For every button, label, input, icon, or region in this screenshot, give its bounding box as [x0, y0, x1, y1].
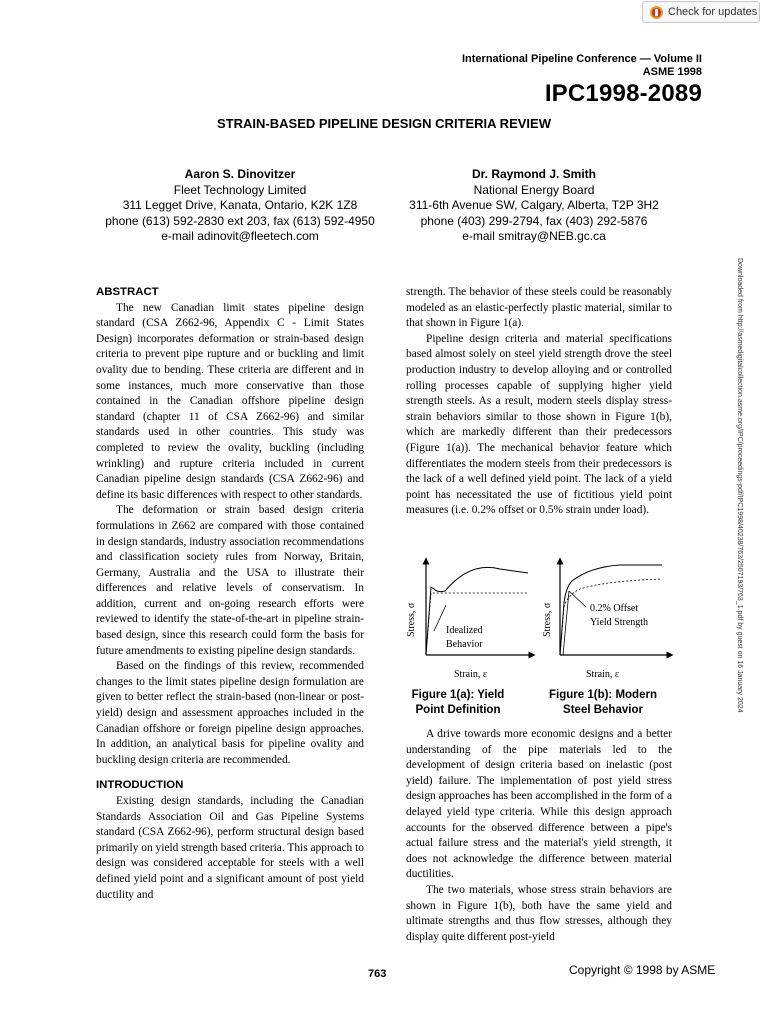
introduction-heading: INTRODUCTION: [96, 779, 184, 792]
left-column: [96, 285, 364, 903]
author-block-1: [90, 167, 390, 245]
figure-1b-xlabel: Strain, ε: [586, 669, 620, 680]
figure-1a-leader: [434, 605, 446, 631]
paper-title: STRAIN-BASED PIPELINE DESIGN CRITERIA REVIEW: [217, 116, 551, 131]
figure-1: [400, 555, 680, 685]
author-name: Dr. Raymond J. Smith: [471, 167, 597, 181]
body-paragraph: strength. The behavior of these steels could be reasonably modeled as an elastic-perfectly plastic material, similar to that shown in Figure 1(a).: [406, 286, 672, 330]
author-block-2: [384, 167, 684, 245]
figure-1a-annotation: Idealized: [446, 625, 483, 636]
check-for-updates-button[interactable]: [642, 1, 760, 23]
introduction-paragraph: Existing design standards, including the Canadian Standards Association Oil and Gas Pipeline Systems standard (CSA Z662-96), perform structural design based primarily on yield strength based criteria. This approach to design was considered acceptable for steels with a well defined yield point and a significant amount of post yield ductility and: [96, 795, 364, 901]
figure-1a-caption: [398, 688, 518, 717]
paper-id: IPC1998-2089: [544, 80, 702, 107]
figure-1b-leader: [569, 591, 586, 607]
download-notice-text: Downloaded from http://asmedigitalcollection.asme.org/IPC/proceedings-pdf/IPC1998/40238/763/2507193/763_1.pdf by guest on 16 January 2024: [736, 258, 743, 713]
caption-line: Steel Behavior: [563, 703, 643, 716]
figure-1a-xlabel: Strain, ε: [454, 669, 488, 680]
abstract-heading: ABSTRACT: [96, 286, 159, 298]
figure-1a-ylabel: Stress, σ: [406, 602, 417, 637]
body-paragraph: A drive towards more economic designs and a better understanding of the pipe materials led to the development of design criteria based on inelastic (post yield) failure. The implementation of post yield stress design approaches has been accomplished in the form of a delayed yield type criteria. While this design approach accounts for the observed difference between a pipe's actual failure stress and the material's yield strength, it does not acknowledge the difference between material ductilities.: [406, 728, 672, 881]
caption-line: Figure 1(b): Modern: [549, 689, 657, 701]
author-phone: phone (613) 592-2830 ext 203, fax (613) 592-4950: [105, 213, 375, 228]
download-notice: [731, 258, 747, 778]
page-number: 763: [368, 968, 387, 980]
body-paragraph: Pipeline design criteria and material specifications based almost solely on steel yield strength drove the steel production industry to develop alloying and or controlled rolling processes capable of supplying higher yield strength steels. As a result, modern steels display stress-strain behaviors similar to those shown in Figure 1(b), which are markedly different than their predecessors (Figure 1(a)). The mechanical behavior feature which differentiates the modern steels from their predecessors is the lack of a well defined yield point. The lack of a yield point has necessitated the use of fictitious yield point measures (i.e. 0.2% offset or 0.5% strain under load).: [406, 332, 672, 517]
figure-1a-annotation: Behavior: [446, 639, 483, 650]
figure-1b-annotation: 0.2% Offset: [590, 603, 639, 614]
author-phone: phone (403) 299-2794, fax (403) 292-5876: [420, 213, 648, 228]
figure-1b-caption: [533, 688, 673, 717]
author-address: 311 Legget Drive, Kanata, Ontario, K2K 1Z8: [122, 198, 358, 212]
caption-line: Point Definition: [415, 703, 501, 716]
author-email: e-mail adinovit@fleetech.com: [161, 229, 319, 243]
body-paragraph: The two materials, whose stress strain behaviors are shown in Figure 1(b), both have the same yield and ultimate strengths and thus flow stresses, although they display quite different post-yield: [406, 883, 672, 943]
check-for-updates-icon: [649, 5, 664, 20]
author-email: e-mail smitray@NEB.gc.ca: [462, 229, 606, 243]
caption-line: Figure 1(a): Yield: [411, 689, 505, 701]
abstract-paragraph: The new Canadian limit states pipeline design standard (CSA Z662-96, Appendix C - Limit States Design) incorporates deformation or strain-based design criteria to prevent pipe rupture and or buckling and limit ovality due to bending. These criteria are different and in some instances, much more conservative than those contained in the Canadian offshore pipeline design standard (chapter 11 of CSA Z662-96) and similar standards used in other countries. This study was completed to review the ovality, buckling (including wrinkling) and rupture criteria included in current Canadian pipeline design standards (CSA Z662-96) and define its basic differences with respect to other standards.: [96, 301, 364, 501]
asme-year: ASME 1998: [642, 66, 702, 78]
check-for-updates-label: Check for updates: [668, 6, 758, 18]
abstract-paragraph: Based on the findings of this review, recommended changes to the limit states pipeline design formulation are given to better reflect the strain-based (non-linear or post-yield) design and assessment approaches included in the Canadian offshore or foreign pipeline design approaches. In addition, an analytical basis for pipeline ovality and buckling design criteria are recommended.: [96, 660, 364, 766]
right-column-top: [406, 285, 672, 519]
author-name: Aaron S. Dinovitzer: [184, 167, 296, 181]
author-org: Fleet Technology Limited: [173, 182, 307, 197]
abstract-paragraph: The deformation or strain based design criteria formulations in Z662 are compared with those contained in design standards, industry association recommendations and classification society rules from Norway, Britain, Germany, Australia and the USA to illustrate their differences and relative levels of conservatism. In addition, current and on-going research efforts were reviewed to identify the state-of-the-art in pipeline strain-based design, since this research could form the basis for future amendments to existing pipeline design standards.: [96, 504, 364, 657]
author-org: National Energy Board: [473, 182, 595, 197]
right-column-bottom: [406, 727, 672, 945]
figure-1-graphics: [400, 555, 680, 685]
figure-1a: [406, 561, 532, 680]
figure-1b-ylabel: Stress, σ: [542, 602, 553, 637]
author-address: 311-6th Avenue SW, Calgary, Alberta, T2P 3H2: [409, 198, 659, 212]
figure-1b-annotation: Yield Strength: [590, 617, 649, 628]
figure-1b: [542, 561, 670, 680]
conference-name: International Pipeline Conference — Volume II: [461, 53, 702, 65]
copyright: Copyright © 1998 by ASME: [569, 963, 716, 977]
